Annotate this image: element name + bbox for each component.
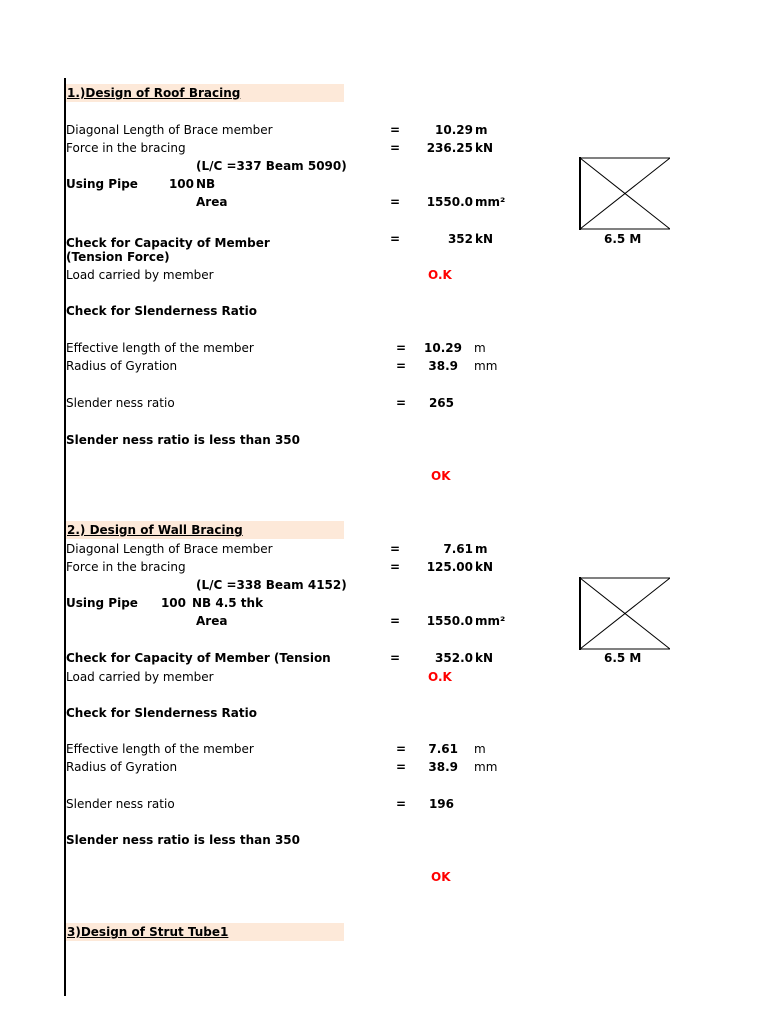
roof-load-label: Load carried by member <box>66 268 214 282</box>
roof-slender-ratio-eq: = <box>396 396 407 410</box>
wall-diag-unit: m <box>475 542 488 556</box>
wall-load-status: O.K <box>428 670 452 684</box>
wall-gyration-value: 38.9 <box>428 760 458 774</box>
wall-gyration-label: Radius of Gyration <box>66 760 178 774</box>
roof-force-unit: kN <box>475 141 494 155</box>
roof-dimension-label: 6.5 M <box>604 232 642 246</box>
wall-pipe-spec: NB 4.5 thk <box>192 596 264 610</box>
roof-area-value: 1550.0 <box>426 195 473 209</box>
wall-slender-ratio-eq: = <box>396 797 407 811</box>
strut-tube-title: 3)Design of Strut Tube1 <box>67 925 229 939</box>
roof-slender-ratio-note: Slender ness ratio is less than 350 <box>66 433 300 447</box>
roof-capacity-label-2: (Tension Force) <box>66 250 170 264</box>
roof-capacity-label: Check for Capacity of Member <box>66 236 270 250</box>
wall-bracing-title: 2.) Design of Wall Bracing <box>67 523 243 537</box>
roof-gyration-label: Radius of Gyration <box>66 359 178 373</box>
wall-capacity-label: Check for Capacity of Member (Tension <box>66 651 331 665</box>
roof-force-label: Force in the bracing <box>66 141 186 155</box>
roof-gyration-eq: = <box>396 359 407 373</box>
wall-diag-value: 7.61 <box>443 542 473 556</box>
roof-force-value: 236.25 <box>426 141 473 155</box>
roof-eff-length-eq: = <box>396 341 407 355</box>
roof-bracing-header <box>66 84 344 102</box>
roof-ok-status: OK <box>431 469 451 483</box>
wall-force-eq: = <box>390 560 401 574</box>
roof-force-eq: = <box>390 141 401 155</box>
roof-bracing-diagram <box>578 157 670 230</box>
roof-eff-length-label: Effective length of the member <box>66 341 254 355</box>
roof-area-label: Area <box>196 195 228 209</box>
wall-diag-label: Diagonal Length of Brace member <box>66 542 273 556</box>
roof-using-pipe: Using Pipe <box>66 177 138 191</box>
roof-bracing-title: 1.)Design of Roof Bracing <box>67 86 241 100</box>
roof-capacity-eq: = <box>390 232 401 246</box>
wall-area-value: 1550.0 <box>426 614 473 628</box>
wall-slender-ratio-note: Slender ness ratio is less than 350 <box>66 833 300 847</box>
wall-eff-length-label: Effective length of the member <box>66 742 254 756</box>
wall-eff-length-eq: = <box>396 742 407 756</box>
wall-gyration-eq: = <box>396 760 407 774</box>
wall-force-value: 125.00 <box>426 560 473 574</box>
roof-eff-length-value: 10.29 <box>424 341 462 355</box>
wall-capacity-unit: kN <box>475 651 494 665</box>
wall-pipe-size: 100 <box>160 596 186 610</box>
roof-pipe-spec: NB <box>196 177 216 191</box>
strut-tube-header <box>66 923 344 941</box>
wall-bracing-header <box>66 521 344 539</box>
wall-area-label: Area <box>196 614 228 628</box>
roof-gyration-unit: mm <box>474 359 498 373</box>
wall-dimension-label: 6.5 M <box>604 651 642 665</box>
wall-eff-length-unit: m <box>474 742 486 756</box>
wall-force-label: Force in the bracing <box>66 560 186 574</box>
roof-slender-ratio-value: 265 <box>428 396 454 410</box>
wall-slenderness-heading: Check for Slenderness Ratio <box>66 706 257 720</box>
roof-capacity-unit: kN <box>475 232 494 246</box>
roof-diag-eq: = <box>390 123 401 137</box>
roof-gyration-value: 38.9 <box>428 359 458 373</box>
wall-diag-eq: = <box>390 542 401 556</box>
roof-slender-ratio-label: Slender ness ratio <box>66 396 175 410</box>
wall-bracing-diagram <box>578 577 670 650</box>
roof-diag-label: Diagonal Length of Brace member <box>66 123 273 137</box>
wall-slender-ratio-label: Slender ness ratio <box>66 797 175 811</box>
roof-slenderness-heading: Check for Slenderness Ratio <box>66 304 257 318</box>
wall-eff-length-value: 7.61 <box>428 742 458 756</box>
roof-load-status: O.K <box>428 268 452 282</box>
roof-diag-value: 10.29 <box>435 123 473 137</box>
wall-using-pipe: Using Pipe <box>66 596 138 610</box>
wall-slender-ratio-value: 196 <box>428 797 454 811</box>
wall-load-case: (L/C =338 Beam 4152) <box>196 578 347 592</box>
wall-force-unit: kN <box>475 560 494 574</box>
wall-capacity-eq: = <box>390 651 401 665</box>
roof-eff-length-unit: m <box>474 341 486 355</box>
wall-area-eq: = <box>390 614 401 628</box>
roof-diag-unit: m <box>475 123 488 137</box>
roof-pipe-size: 100 <box>168 177 194 191</box>
roof-area-unit: mm² <box>475 195 506 209</box>
roof-capacity-value: 352 <box>447 232 473 246</box>
wall-gyration-unit: mm <box>474 760 498 774</box>
wall-ok-status: OK <box>431 870 451 884</box>
wall-capacity-value: 352.0 <box>435 651 473 665</box>
wall-area-unit: mm² <box>475 614 506 628</box>
roof-load-case: (L/C =337 Beam 5090) <box>196 159 347 173</box>
wall-load-label: Load carried by member <box>66 670 214 684</box>
roof-area-eq: = <box>390 195 401 209</box>
